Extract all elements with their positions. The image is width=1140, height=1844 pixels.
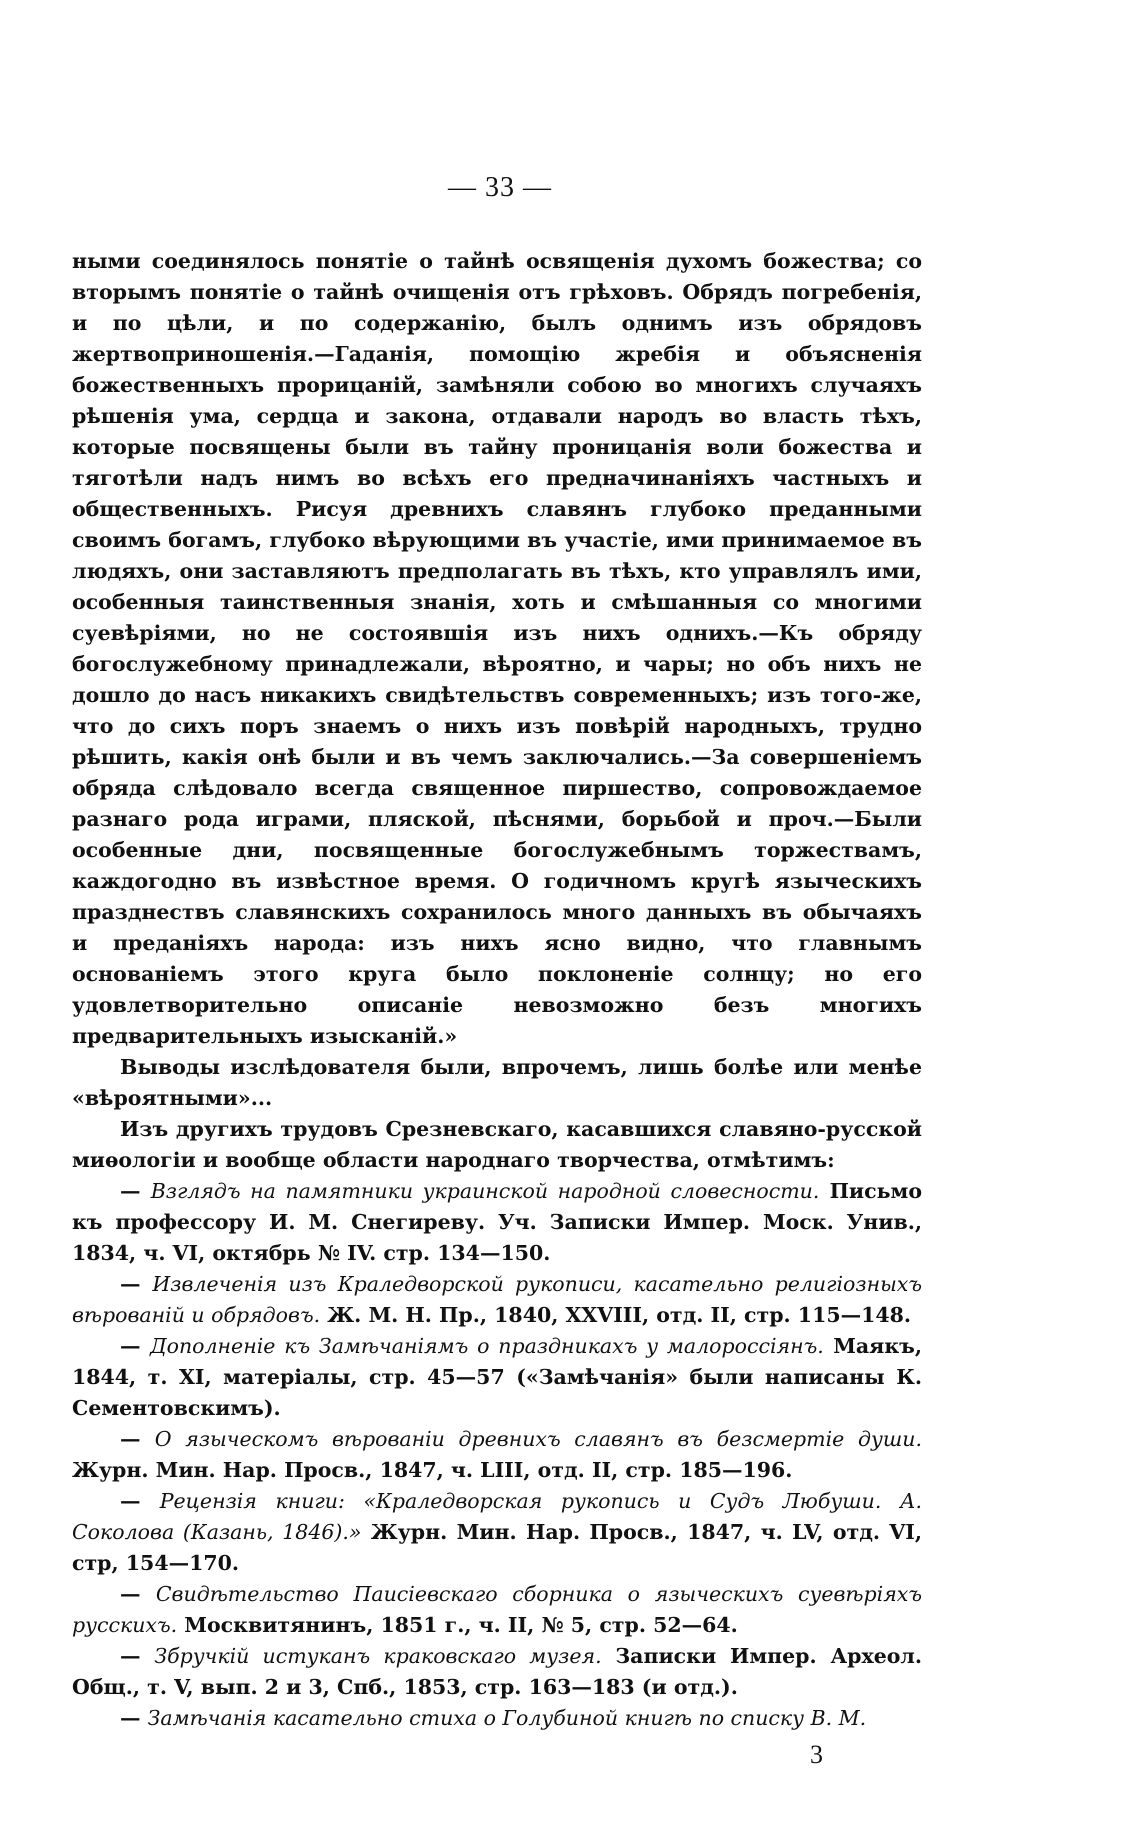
paragraph-continuation: ными соединялось понятіе о тайнѣ освященія духомъ божества; со вторымъ понятіе о тайнѣ очищенія отъ грѣховъ. Обрядъ погребенія, и по цѣли, и по содержанію, былъ однимъ изъ обрядовъ жертвоприношенія.—Гаданія, помощію жребія и объясненія божественныхъ прорицаній, замѣняли собою во многихъ случаяхъ рѣшенія ума, сердца и закона, отдавали народъ во власть тѣхъ, которые посвящены были въ тайну проницанія воли божества и тяготѣли надъ нимъ во всѣхъ его предначинаніяхъ частныхъ и общественныхъ. Рисуя древнихъ славянъ глубоко преданными своимъ богамъ, глубоко вѣрующими въ участіе, ими принимаемое въ людяхъ, они заставляютъ предполагать въ тѣхъ, кто управлялъ ими, особенныя таинственныя знанія, хоть и смѣшанныя со многими суевѣріями, но не состоявшія изъ нихъ однихъ.—Къ обряду богослужебному принадлежали, вѣроятно, и чары; но объ нихъ не дошло до насъ никакихъ свидѣтельствъ современныхъ; изъ того-же, что до сихъ поръ знаемъ о нихъ изъ повѣрій народныхъ, трудно рѣшить, какія онѣ были и въ чемъ заключались.—За совершеніемъ обряда слѣдовало всегда священное пиршество, сопровождаемое разнаго рода играми, пляской, пѣснями, борьбой и проч.—Были особенные дни, посвященные богослужебнымъ торжествамъ, каждогодно въ извѣстное время. О годичномъ кругѣ языческихъ празднествъ славянскихъ сохранилось много данныхъ въ обычаяхъ и преданіяхъ народа: изъ нихъ ясно видно, что главнымъ основаніемъ этого круга было поклоненіе солнцу; но его удовлетворительно описаніе невозможно безъ многихъ предварительныхъ изысканій.» (72, 249, 922, 1048)
bib-details: Журн. Мин. Нар. Просв., 1847, ч. LIII, отд. II, стр. 185—196. (72, 1458, 793, 1482)
page-number: — 33 — (448, 172, 552, 203)
bib-dash: — (120, 1489, 160, 1513)
bibliography-entry (72, 1486, 922, 1579)
bibliography-entry (72, 1269, 922, 1331)
bib-details: Записки Импер. Археол. Общ., т. V, вып. 2 и 3, Спб., 1853, стр. 163—183 (и отд.). (72, 1644, 923, 1699)
bib-title: Рецензія книги: «Краледворская рукопись и Судъ Любуши. А. Соколова (Казань, 1846).» (72, 1489, 922, 1544)
bib-dash: — (120, 1706, 148, 1730)
bib-title: Взглядъ на памятники украинской народной словесности. (150, 1179, 820, 1203)
bib-title: Дополненіе къ Замѣчаніямъ о праздникахъ у малороссіянъ. (149, 1334, 824, 1358)
bib-details: Москвитянинъ, 1851 г., ч. II, № 5, стр. 52—64. (177, 1613, 738, 1637)
bibliography-entry (72, 1176, 922, 1269)
bib-dash: — (120, 1334, 150, 1358)
bib-dash: — (120, 1179, 151, 1203)
bib-dash: — (120, 1582, 156, 1606)
bibliography-entry (72, 1579, 922, 1641)
bibliography-entry (72, 1424, 922, 1486)
main-text (72, 246, 922, 1734)
bib-title: Извлеченія изъ Краледворской рукописи, касательно религіозныхъ вѣрованій и обрядовъ. (72, 1272, 922, 1327)
bib-title: Свидѣтельство Паисіевскаго сборника о языческихъ суевѣріяхъ русскихъ. (72, 1582, 923, 1637)
bibliography-entry (72, 1641, 922, 1703)
paragraph-other-works: Изъ другихъ трудовъ Срезневскаго, касавшихся славяно-русской миѳологіи и вообще области народнаго творчества, отмѣтимъ: (72, 1117, 922, 1172)
signature-mark: 3 (810, 1740, 823, 1769)
bib-dash: — (120, 1272, 153, 1296)
bib-details: Журн. Мин. Нар. Просв., 1847, ч. LV, отд. VI, стр, 154—170. (72, 1520, 922, 1575)
bib-details: Маякъ, 1844, т. XI, матеріалы, стр. 45—57 («Замѣчанія» были написаны К. Сементовскимъ). (72, 1334, 922, 1420)
bib-details: Письмо къ профессору И. М. Снегиреву. Уч. Записки Импер. Моск. Унив., 1834, ч. VI, октябрь № IV. стр. 134—150. (72, 1179, 923, 1265)
bib-dash: — (120, 1427, 155, 1451)
bib-title: Збручкій истуканъ краковскаго музея. (154, 1644, 602, 1668)
bib-title: Замѣчанія касательно стиха о Голубиной книгѣ по списку В. М. (147, 1706, 867, 1730)
paragraph-conclusions: Выводы изслѣдователя были, впрочемъ, лишь болѣе или менѣе «вѣроятными»... (72, 1055, 922, 1110)
bib-title: О языческомъ вѣрованіи древнихъ славянъ въ безсмертіе души. (154, 1427, 922, 1451)
bib-dash: — (120, 1644, 155, 1668)
bibliography-entry (72, 1331, 922, 1424)
bib-details: Ж. М. Н. Пр., 1840, XXVIII, отд. II, стр. 115—148. (320, 1303, 912, 1327)
bibliography-entry (72, 1703, 922, 1734)
